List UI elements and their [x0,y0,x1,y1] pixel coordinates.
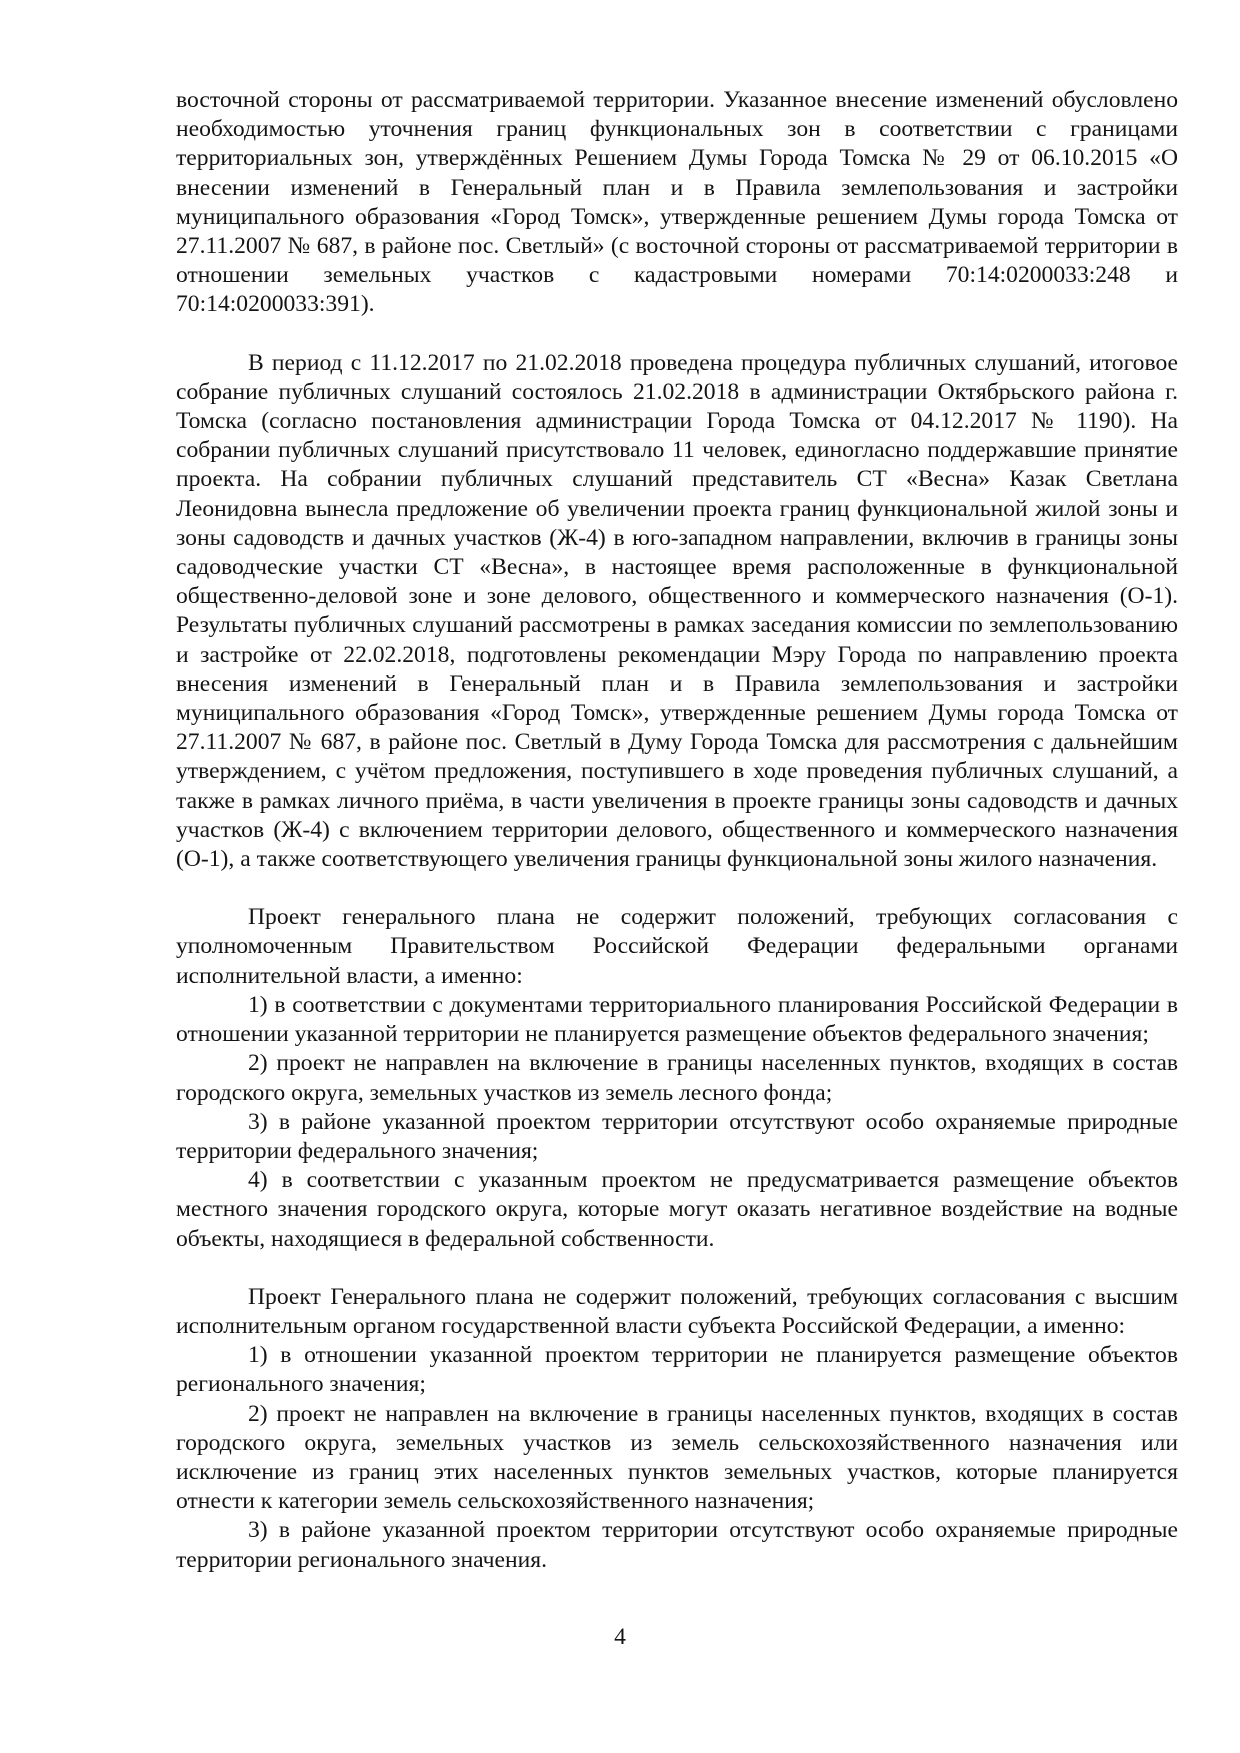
list-item-federal-4: 4) в соответствии с указанным проектом не предусматривается размещение объектов местного значения городского округа, которые могут оказать негативное воздействие на водные объекты, находящиеся в федеральной собственности. [176,1167,1178,1252]
list-item-regional-1: 1) в отношении указанной проектом территории не планируется размещение объектов регионального значения; [176,1342,1178,1398]
list-item-federal-2: 2) проект не направлен на включение в границы населенных пунктов, входящих в состав городского округа, земельных участков из земель лесного фонда; [176,1050,1178,1106]
paragraph-regional-approval: Проект Генерального плана не содержит положений, требующих согласования с высшим исполнительным органом государственной власти субъекта Российской Федерации, а именно: [176,1283,1178,1339]
paragraph-continuation: восточной стороны от рассматриваемой территории. Указанное внесение изменений обусловлено необходимостью уточнения границ функциональных зон в соответствии с границами территориальных зон, утверждённых Решением Думы Города Томска № 29 от 06.10.2015 «О внесении изменений в Генеральный план и в Правила землепользования и застройки муниципального образования «Город Томск», утвержденные решением Думы города Томска от 27.11.2007 № 687, в районе пос. Светлый» (с восточной стороны от рассматриваемой территории в отношении земельных участков с кадастровыми номерами 70:14:0200033:248 и 70:14:0200033:391). [176,87,1178,318]
paragraph-federal-approval: Проект генерального плана не содержит положений, требующих согласования с уполномоченным Правительством Российской Федерации федеральными органами исполнительной власти, а именно: [176,904,1178,989]
list-item-regional-2: 2) проект не направлен на включение в границы населенных пунктов, входящих в состав городского округа, земельных участков из земель сельскохозяйственного назначения или исключение из границ этих населенных пунктов земельных участков, которые планируется отнести к категории земель сельскохозяйственного назначения; [176,1400,1178,1515]
list-item-federal-3: 3) в районе указанной проектом территории отсутствуют особо охраняемые природные территории федерального значения; [176,1108,1178,1164]
list-item-regional-3: 3) в районе указанной проектом территории отсутствуют особо охраняемые природные территории регионального значения. [176,1517,1178,1573]
document-body [176,86,1178,1575]
page-number: 4 [614,1624,626,1650]
list-item-federal-1: 1) в соответствии с документами территориального планирования Российской Федерации в отношении указанной территории не планируется размещение объектов федерального значения; [176,991,1178,1048]
paragraph-public-hearings: В период с 11.12.2017 по 21.02.2018 проведена процедура публичных слушаний, итоговое собрание публичных слушаний состоялось 21.02.2018 в администрации Октябрьского района г. Томска (согласно постановления администрации Города Томска от 04.12.2017 № 1190). На собрании публичных слушаний присутствовало 11 человек, единогласно поддержавшие принятие проекта. На собрании публичных слушаний представитель СТ «Весна» Казак Светлана Леонидовна вынесла предложение об увеличении проекта границ функциональной жилой зоны и зоны садоводств и дачных участков (Ж-4) в юго-западном направлении, включив в границы зоны садоводческие участки СТ «Весна», в настоящее время расположенные в функциональной общественно-деловой зоне и зоне делового, общественного и коммерческого назначения (О-1). Результаты публичных слушаний рассмотрены в рамках заседания комиссии по землепользованию и застройке от 22.02.2018, подготовлены рекомендации Мэру Города по направлению проекта внесения изменений в Генеральный план и в Правила землепользования и застройки муниципального образования «Город Томск», утвержденные решением Думы города Томска от 27.11.2007 № 687, в районе пос. Светлый в Думу Города Томска для рассмотрения с дальнейшим утверждением, с учётом предложения, поступившего в ходе проведения публичных слушаний, а также в рамках личного приёма, в части увеличения в проекте границы зоны садоводств и дачных участков (Ж-4) с включением территории делового, общественного и коммерческого назначения (О-1), а также соответствующего увеличения границы функциональной зоны жилого назначения. [176,349,1178,873]
